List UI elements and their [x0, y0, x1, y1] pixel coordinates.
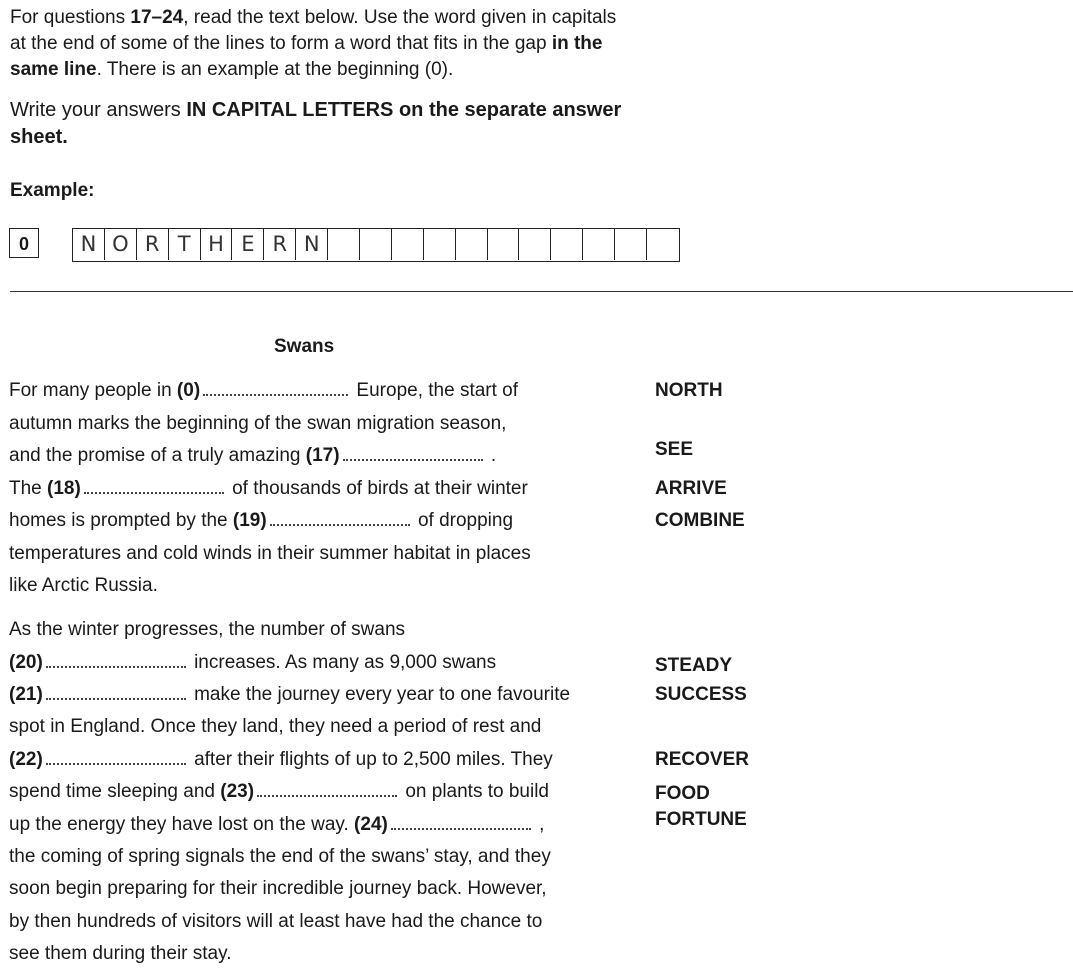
keyword-22: RECOVER [655, 749, 749, 770]
example-letter-cell [360, 229, 392, 260]
example-letter-cell [328, 229, 360, 260]
instr-text: For questions [10, 7, 131, 28]
instr-emphasis: in the same line [10, 33, 603, 80]
gap-number: (24) [354, 814, 388, 835]
text-line: For many people in (0) Europe, the start of [9, 380, 519, 401]
example-letter-cell: N [296, 229, 328, 260]
answer-gap[interactable] [257, 785, 397, 797]
gap-number: (22) [9, 749, 43, 770]
example-letter-cell: R [137, 229, 169, 260]
example-letter-cell [456, 229, 488, 260]
keyword-24: FORTUNE [655, 809, 747, 830]
gap-number: (19) [232, 510, 267, 531]
answer-gap[interactable] [343, 449, 483, 461]
example-label: Example: [10, 180, 95, 201]
text-line: spend time sleeping and (23) on plants to build [9, 781, 550, 802]
example-letter-cell: R [264, 229, 296, 260]
instr-emphasis: IN CAPITAL LETTERS on the separate answer sheet [10, 99, 622, 148]
instr-text: , read the text below. Use the word given in capitals at the end of some of the lines to form a word that fits in the gap [10, 7, 617, 54]
gap-number: (20) [9, 652, 43, 673]
example-answer-grid [72, 228, 680, 262]
instr-question-range: 17–24 [130, 7, 184, 28]
text-line: (21) make the journey every year to one favourite [9, 684, 571, 705]
section-divider [10, 291, 1073, 292]
answer-gap[interactable] [46, 656, 186, 668]
text-line: (20) increases. As many as 9,000 swans [9, 652, 497, 673]
text-line: see them during their stay. [9, 943, 232, 964]
gap-number: (18) [47, 478, 81, 499]
keyword-20: STEADY [655, 655, 733, 676]
example-number-box: 0 [9, 228, 39, 258]
text-line: by then hundreds of visitors will at least have had the chance to [9, 911, 543, 932]
example-letter-cell: T [169, 229, 201, 260]
gap-number: (21) [9, 684, 43, 705]
text-line: spot in England. Once they land, they need a period of rest and [9, 716, 542, 737]
example-letter-cell [615, 229, 647, 260]
gap-number: (0) [176, 380, 201, 401]
gap-number: (17) [305, 445, 340, 466]
answer-gap[interactable] [203, 384, 348, 396]
keyword-0: NORTH [655, 380, 723, 401]
text-line: soon begin preparing for their incredible journey back. However, [9, 878, 547, 899]
answer-gap[interactable] [270, 514, 410, 526]
keyword-23: FOOD [655, 783, 710, 804]
example-letter-cell [647, 229, 679, 260]
instructions-paragraph-2 [10, 97, 630, 151]
example-letter-cell [519, 229, 551, 260]
instr-text: Write your answers [10, 99, 187, 121]
text-line: up the energy they have lost on the way. (24) , [9, 814, 545, 835]
example-letter-cell [583, 229, 615, 260]
answer-gap[interactable] [46, 688, 186, 700]
keyword-21: SUCCESS [655, 684, 747, 705]
text-line: and the promise of a truly amazing (17) . [9, 445, 497, 466]
answer-gap[interactable] [84, 482, 224, 494]
instr-text: . [62, 126, 68, 148]
keyword-19: COMBINE [655, 510, 745, 531]
text-line: As the winter progresses, the number of swans [9, 619, 406, 640]
text-line: The (18) of thousands of birds at their winter [9, 478, 528, 499]
example-letter-cell [392, 229, 424, 260]
gap-number: (23) [220, 781, 255, 802]
text-line: homes is prompted by the (19) of dropping [9, 510, 514, 531]
text-line: autumn marks the beginning of the swan migration season, [9, 413, 507, 434]
example-letter-cell [488, 229, 520, 260]
keyword-17: SEE [655, 439, 694, 460]
example-letter-cell: N [73, 229, 105, 260]
instr-text: . There is an example at the beginning (0). [96, 59, 454, 80]
text-title: Swans [274, 336, 335, 357]
answer-gap[interactable] [46, 753, 186, 765]
instructions-paragraph-1 [10, 5, 630, 83]
text-line: temperatures and cold winds in their summer habitat in places [9, 543, 531, 564]
example-letter-cell [424, 229, 456, 260]
example-letter-cell [551, 229, 583, 260]
keyword-18: ARRIVE [655, 478, 727, 499]
text-line: like Arctic Russia. [9, 575, 158, 596]
example-letter-cell: H [201, 229, 233, 260]
answer-gap[interactable] [391, 818, 531, 830]
text-line: the coming of spring signals the end of the swans’ stay, and they [9, 846, 551, 867]
text-line: (22) after their flights of up to 2,500 miles. They [9, 749, 553, 770]
example-letter-cell: O [105, 229, 137, 260]
example-letter-cell: E [232, 229, 264, 260]
